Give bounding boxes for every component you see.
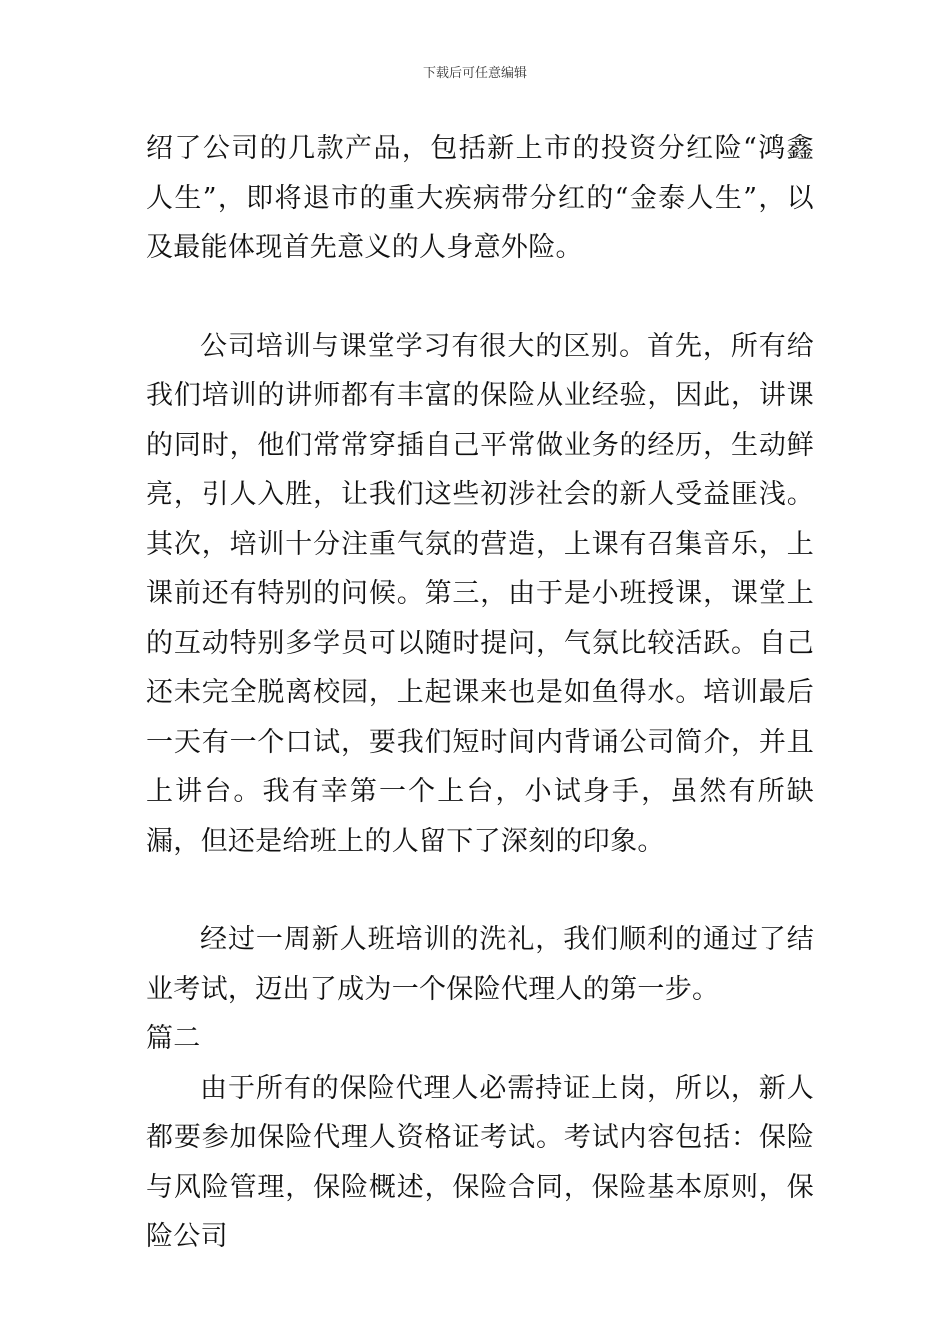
section-heading: 篇二: [146, 1023, 201, 1054]
paragraph-training-difference: 公司培训与课堂学习有很大的区别。首先，所有给我们培训的讲师都有丰富的保险从业经验，因此，讲课的同时，他们常常穿插自己平常做业务的经历，生动鲜亮，引人入胜，让我们这些初涉社会的新人受益匪浅。其次，培训十分注重气氛的营造，上课有召集音乐，上课前还有特别的问候。第三，由于是小班授课，课堂上的互动特别多学员可以随时提问，气氛比较活跃。自己还未完全脱离校园，上起课来也是如鱼得水。培训最后一天有一个口试，要我们短时间内背诵公司简介，并且上讲台。我有幸第一个上台，小试身手，虽然有所缺漏，但还是给班上的人留下了深刻的印象。: [146, 330, 814, 857]
paragraph-certification-exam: 由于所有的保险代理人必需持证上岗，所以，新人都要参加保险代理人资格证考试。考试内容包括：保险与风险管理，保险概述，保险合同，保险基本原则，保险公司: [146, 1072, 814, 1252]
paragraph-product-intro: 绍了公司的几款产品，包括新上市的投资分红险“鸿鑫人生”，即将退市的重大疾病带分红的“金泰人生”，以及最能体现首先意义的人身意外险。: [146, 133, 814, 263]
page-header: 下载后可任意编辑: [422, 66, 527, 81]
paragraph-graduation: 经过一周新人班培训的洗礼，我们顺利的通过了结业考试，迈出了成为一个保险代理人的第一步。: [146, 924, 814, 1005]
document-body: [146, 124, 814, 1262]
